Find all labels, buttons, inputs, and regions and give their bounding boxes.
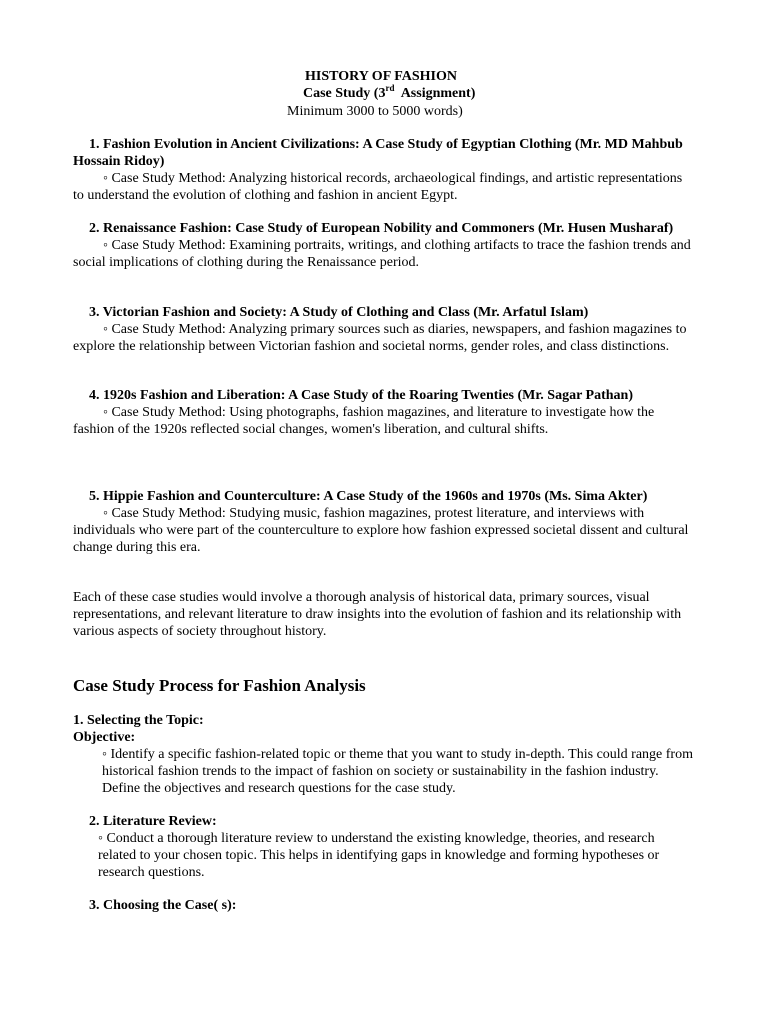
case-study-method: ◦ Case Study Method: Studying music, fashion magazines, protest literature, and interviews with individuals who were part of the counterculture to explore how fashion expressed societal dissent and cultural change during this era. [73,506,689,555]
process-heading: Case Study Process for Fashion Analysis [73,676,366,695]
case-study-method: ◦ Case Study Method: Analyzing historical records, archaeological findings, and artistic representations to understand the evolution of clothing and fashion in ancient Egypt. [73,171,683,203]
summary-text: Each of these case studies would involve a thorough analysis of historical data, primary sources, visual representations, and relevant literature to draw insights into the evolution of fashion and its relationship with various aspects of society throughout history. [73,590,682,639]
step-text: ◦ Identify a specific fashion-related topic or theme that you want to study in-depth. This could range from historical fashion trends to the impact of fashion on society or sustainability in the fashion industry. Define the objectives and research questions for the case study. [102,747,693,796]
case-study-1 [73,136,693,204]
subtitle-suffix: Assignment) [394,86,476,101]
document-title: HISTORY OF FASHION [305,69,457,84]
document-subtitle [303,85,475,102]
word-limit: Minimum 3000 to 5000 words) [287,104,463,119]
case-study-5 [73,488,693,556]
process-step-1 [73,712,693,797]
case-study-method: ◦ Case Study Method: Examining portraits, writings, and clothing artifacts to trace the fashion trends and social implications of clothing during the Renaissance period. [73,238,691,270]
process-step-3 [73,897,693,914]
objective-label: Objective: [73,730,136,745]
case-study-heading: 3. Victorian Fashion and Society: A Study of Clothing and Class (Mr. Arfatul Islam) [89,305,589,320]
step-text: ◦ Conduct a thorough literature review to understand the existing knowledge, theories, and research related to your chosen topic. This helps in identifying gaps in knowledge and forming hypotheses or research questions. [98,831,660,880]
process-section-heading [73,676,693,696]
case-study-3 [73,304,693,355]
case-study-heading: 4. 1920s Fashion and Liberation: A Case Study of the Roaring Twenties (Mr. Sagar Pathan) [89,388,633,403]
case-study-heading: 5. Hippie Fashion and Counterculture: A Case Study of the 1960s and 1970s (Ms. Sima Akter) [89,489,648,504]
subtitle-prefix: Case Study (3 [303,86,386,101]
step-heading: 2. Literature Review: [89,814,217,829]
case-study-2 [73,220,693,271]
process-step-2 [73,813,693,881]
summary-paragraph [73,589,693,640]
case-study-heading: 1. Fashion Evolution in Ancient Civilizations: A Case Study of Egyptian Clothing (Mr. MD Mahbub Hossain Ridoy) [73,137,683,169]
case-study-4 [73,387,693,438]
case-study-method: ◦ Case Study Method: Analyzing primary sources such as diaries, newspapers, and fashion magazines to explore the relationship between Victorian fashion and societal norms, gender roles, and class distinctions. [73,322,687,354]
subtitle-superscript: rd [385,83,395,93]
case-study-heading: 2. Renaissance Fashion: Case Study of European Nobility and Commoners (Mr. Husen Musharaf) [89,221,674,236]
step-heading: 3. Choosing the Case( s): [89,898,237,913]
step-heading: 1. Selecting the Topic: [73,713,204,728]
case-study-method: ◦ Case Study Method: Using photographs, fashion magazines, and literature to investigate how the fashion of the 1920s reflected social changes, women's liberation, and cultural shifts. [73,405,655,437]
